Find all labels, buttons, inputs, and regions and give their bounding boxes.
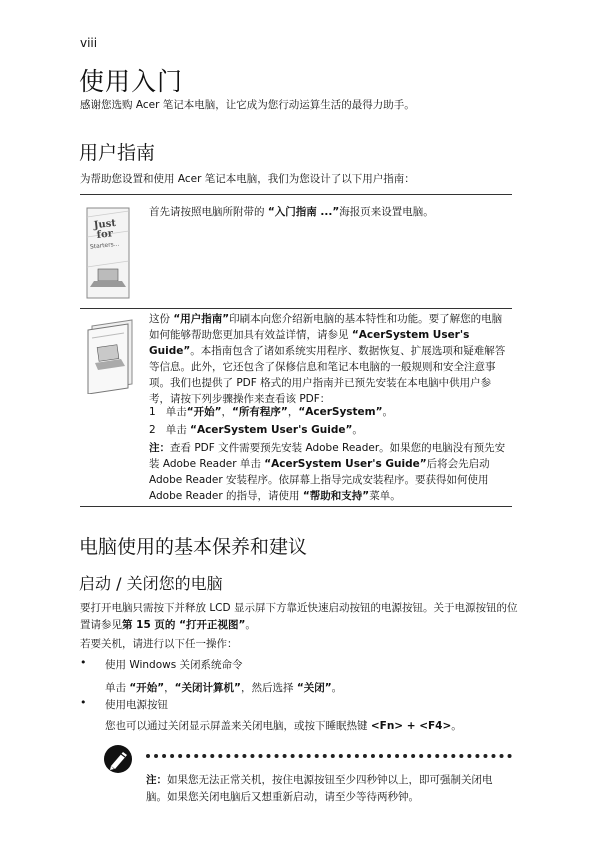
guide-row-2-intro: 这份 “用户指南”印刷本向您介绍新电脑的基本特性和功能。要了解您的电脑如何能够帮助您更加具有效益详情，请参见 “AcerSystem User's Guide”。本指南包含了诸如系统实用程序、数据恢复、扩展选项和疑难解答等信息。此外，它还包含了保修信息和笔记本电脑的一般规则和安全注意事项。我们也提供了 PDF 格式的用户指南并已预先安装在本电脑中供用户参考，请按下列步骤操作来查看该 PDF： xyxy=(149,313,506,405)
bullet-1-marker: • xyxy=(80,656,87,669)
note-text: 注：如果您无法正常关机，按住电源按钮至少四秒钟以上，即可强制关闭电脑。如果您关闭电脑后又想重新启动，请至少等待两秒钟。 xyxy=(146,774,493,803)
guide-step-2: 2 单击 “AcerSystem User's Guide”。 xyxy=(149,424,363,436)
svg-text:for: for xyxy=(96,228,114,241)
shutdown-lead: 若要关机，请进行以下任一操作： xyxy=(80,638,238,650)
svg-text:Starters...: Starters... xyxy=(89,240,120,251)
table-bottom-rule xyxy=(80,506,512,507)
section-heading-care: 电脑使用的基本保养和建议 xyxy=(79,536,308,558)
bullet-2-detail: 您也可以通过关闭显示屏盖来关闭电脑，或按下睡眠热键 <Fn> + <F4>。 xyxy=(105,720,462,732)
bullet-1-detail: 单击 “开始”，“关闭计算机”，然后选择 “关闭”。 xyxy=(105,682,343,694)
table-middle-rule xyxy=(80,308,512,309)
user-guide-book-image xyxy=(86,318,136,394)
power-button-paragraph: 要打开电脑只需按下并释放 LCD 显示屏下方靠近快速启动按钮的电源按钮。关于电源按钮的位置请参见第 15 页的 “打开正视图”。 xyxy=(80,602,518,631)
guide-pdf-note: 注：查看 PDF 文件需要预先安装 Adobe Reader。如果您的电脑没有预先安装 Adobe Reader 单击 “AcerSystem User's Guide”后将会先启动 Adobe Reader 安装程序。依屏幕上指导完成安装程序。要获得如何使用 Adobe Reader 的指导，请使用 “帮助和支持”菜单。 xyxy=(149,442,506,502)
bullet-2-marker: • xyxy=(80,696,87,709)
bullet-1-text: 使用 Windows 关闭系统命令 xyxy=(105,659,243,671)
section-heading-guides: 用户指南 xyxy=(79,142,156,164)
bullet-2-text: 使用电源按钮 xyxy=(105,699,168,711)
page-title: 使用入门 xyxy=(79,67,184,96)
guides-lead: 为帮助您设置和使用 Acer 笔记本电脑，我们为您设计了以下用户指南： xyxy=(80,173,415,185)
note-pen-icon xyxy=(103,744,133,774)
note-dotted-rule xyxy=(146,754,512,758)
table-top-rule xyxy=(80,194,512,195)
subheading-power: 启动 / 关闭您的电脑 xyxy=(79,574,223,593)
starter-poster-image xyxy=(86,207,130,299)
guide-step-1: 1 单击“开始”，“所有程序”，“AcerSystem”。 xyxy=(149,406,394,418)
page-number: viii xyxy=(80,36,98,50)
svg-text:Just: Just xyxy=(93,217,117,232)
intro-text: 感谢您选购 Acer 笔记本电脑，让它成为您行动运算生活的最得力助手。 xyxy=(80,99,415,111)
guide-row-1-text: 首先请按照电脑所附带的 “入门指南 ...”海报页来设置电脑。 xyxy=(149,206,434,218)
